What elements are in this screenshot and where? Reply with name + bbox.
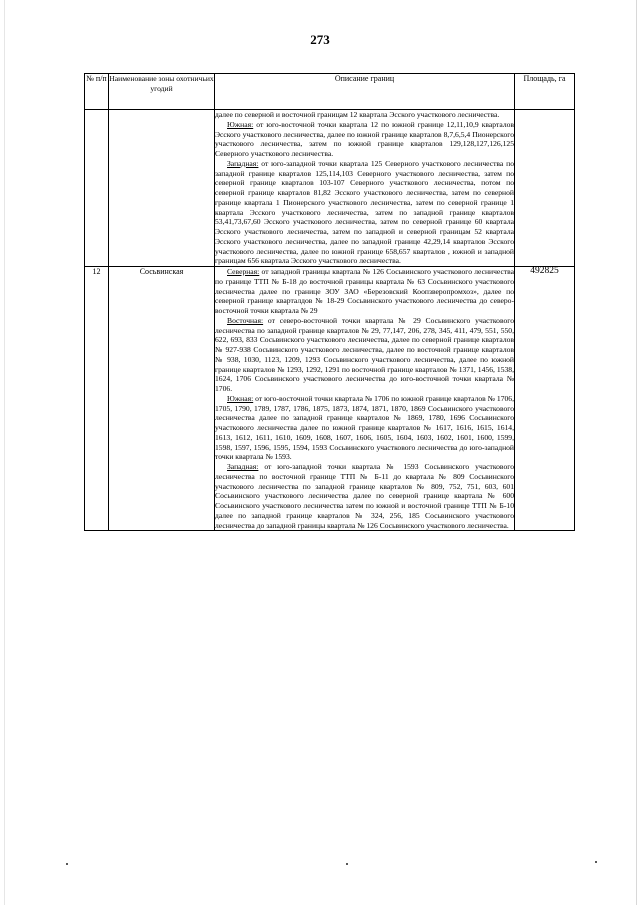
zone-name-cell [109, 110, 215, 267]
direction-west: Западная: [227, 462, 259, 471]
boundary-text: от юго-западной точки квартала 125 Северного участкового лесничества по западной границе кварталов 125,114,103 Северного участкового лесничества, затем по северной границе кварталов 103-107 Северного участкового лесничества, потом по северной границе кварталов 81,82 Эсского участкового лесничества, затем по северной границе квартала 1 Пионерского участкового лесничества, затем по северной границе 1 квартала Эсского участкового лесничества, затем по западной границе кварталов 53,41,73,67,60 Эсского участкового лесничества, затем по северной границе 60 квартала Эсского участкового лесничества, затем по западной и северной границам 52 квартала Эсского участкового лесничества, далее по западной границе 42,29,14 кварталов Эсского участкового лесничества, далее по южной границе 658,657 кварталов , южной и западной границам 656 квартала Эсского участкового лесничества. [215, 158, 514, 266]
description-paragraph [215, 159, 514, 266]
direction-west: Западная: [227, 158, 259, 168]
area-cell [515, 110, 575, 267]
scan-edge-left [4, 0, 5, 905]
description-cell [215, 267, 515, 531]
header-number: № п/п [85, 74, 109, 110]
scan-edge-right [636, 0, 637, 905]
table-header-row [85, 74, 575, 110]
table-row [85, 110, 575, 267]
boundaries-table [84, 73, 575, 531]
scan-speck [346, 863, 348, 865]
boundary-text: от западной границы квартала № 126 Сосьвинского участкового лесничества по границе ТТП № Б-18 до восточной границы квартала № 63 Сосьвинского участкового лесничества далее по границе ЗОУ ЗАО «Березовский Коопзверопромхоз», далее по северной границе кварталдов № 18-29 Сосьвинского участкового лесничества до северо-восточной точки квартала № 29 [215, 267, 514, 315]
scan-speck [595, 861, 597, 863]
boundary-text: от юго-восточной точки квартала № 1706 по южной границе кварталов № 1706, 1705, 1790, 1789, 1787, 1786, 1875, 1873, 1874, 1871, 1870, 1869 Сосьвинского участкового лесничества далее по западной границе кварталов № 1869, 1780, 1696 Сосьвинского участкового лесничества далее по южной границе кварталов № 1617, 1616, 1615, 1614, 1613, 1612, 1611, 1610, 1609, 1608, 1607, 1606, 1605, 1604, 1603, 1602, 1601, 1600, 1599, 1598, 1597, 1596, 1595, 1594, 1593 Сосьвинского участкового лесничества до юго-западной точки квартала № 1593. [215, 393, 514, 462]
header-description: Описание границ [215, 74, 515, 110]
table-row [85, 267, 575, 531]
description-paragraph: далее по северной и восточной границам 12 квартала Эсского участкового лесничества. [215, 110, 500, 119]
header-area: Площадь, га [515, 74, 575, 110]
boundary-text: от юго-западной точки квартала № 1593 Сосьвинского участкового лесничества по восточной границе ТТП № Б-11 до квартала № 809 Сосьвинского участкового лесничества по западной границе кварталов № 809, 752, 751, 603, 601 Сосьвинского участкового лесничества далее по северной границе квартала № 600 Сосьвинского участкового лесничества затем по южной и восточной границе ТТП № Б-10 далее по западной границе кварталов № 324, 256, 185 Сосьвинского участкового лесничества до западной границы квартала № 126 Сосьвинского участкового лесничества. [215, 462, 514, 530]
description-paragraph [215, 316, 514, 394]
header-zone-name: Наименование зоны охотничьих угодий [109, 74, 215, 110]
description-paragraph [215, 394, 514, 462]
direction-south: Южная: [227, 119, 254, 129]
direction-east: Восточная: [227, 315, 264, 325]
boundary-text: от северо-восточной точки квартала № 29 Сосьвинского участкового лесничества по западной границе кварталов № 29, 77,147, 206, 278, 345, 411, 479, 551, 550, 622, 693, 833 Сосьвинского участкового лесничества, далее по северной границе кварталов № 927-938 Сосьвинского участкового лесничества, далее по восточной границе кварталов № 938, 1030, 1123, 1209, 1293 Сосьвинского участкового лесничества, далее по южной границе кварталов № 1293, 1292, 1291 по восточной границе кварталов № 1371, 1456, 1538, 1624, 1706 Сосьвинского участкового лесничества до юго-восточной точки квартала № 1706. [215, 315, 514, 393]
scan-speck [66, 863, 68, 865]
boundary-text: от юго-восточной точки квартала 12 по южной границе 12,11,10,9 кварталов Эсского участкового лесничества, далее по южной границе кварталов 8,7,6,5,4 Пионерского участкового лесничества, затем по южной границе кварталов 129,128,127,126,125 Северного участкового лесничества. [215, 119, 514, 158]
zone-name-cell: Сосьвинская [109, 267, 215, 531]
description-paragraph [215, 120, 514, 159]
row-number-cell: 12 [85, 267, 109, 531]
description-cell [215, 110, 515, 267]
area-cell: 492825 [515, 267, 575, 531]
description-paragraph [215, 462, 514, 530]
row-number-cell [85, 110, 109, 267]
direction-south: Южная: [227, 393, 254, 403]
page-number: 273 [310, 32, 330, 47]
direction-north: Северная: [227, 267, 260, 276]
description-paragraph [215, 267, 514, 316]
